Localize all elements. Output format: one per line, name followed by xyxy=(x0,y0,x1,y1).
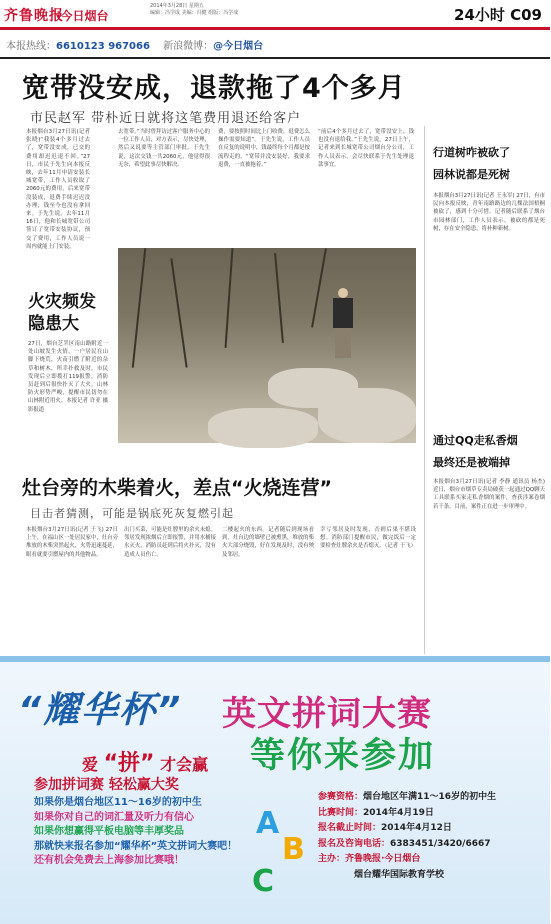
page-header xyxy=(0,0,550,30)
story2-col-2: 出门买菜，可能是灶膛里的余火未熄。邻居发现浓烟后立即报警，并用水桶接水灭火，消防员赶到后将火扑灭，没有造成人员伤亡。 xyxy=(124,527,216,558)
ad-info-row xyxy=(318,806,496,822)
ad-info-label: 比赛时间： xyxy=(318,807,364,818)
ad-info-value: 6383451/3420/6667 xyxy=(390,838,491,849)
ad-line-2: 如果你对自己的词汇量及听力有信心 xyxy=(34,811,194,823)
story2-col-1: 本报烟台3月27日讯(记者 于飞) 27日上午，在福山区一处居民家中，灶台旁堆放的木柴突然起火，火势迅速蔓延，眼看就要引燃屋内的其他物品。 xyxy=(26,527,118,558)
ad-love-slogan xyxy=(82,746,208,777)
sidebar-headline-3: 通过QQ走私香烟 xyxy=(433,434,518,447)
ad-info-row xyxy=(318,821,496,837)
ad-info-row xyxy=(318,868,496,884)
issue-designer: 美编：冯健 xyxy=(181,10,207,16)
hotline-prefix: 本报热线： xyxy=(6,41,56,52)
weibo-handle: @今日烟台 xyxy=(213,41,264,52)
fire-title-line-1: 火灾频发 xyxy=(28,292,96,312)
hotline-bar xyxy=(6,37,263,52)
ad-info-label: 报名截止时间： xyxy=(318,823,382,833)
story2-col-4: 幸亏邻居及时发现，否则后果不堪设想。消防部门提醒市民，做完饭后一定要检查灶膛余火是否熄灭。（记者 于飞） xyxy=(320,527,417,550)
ad-info-value: 烟台耀华国际教育学校 xyxy=(354,869,445,880)
ad-info-value: 烟台地区年满11～16岁的初中生 xyxy=(363,792,497,802)
ad-line-3: 如果你想赢得平板电脑等丰厚奖品 xyxy=(34,826,184,837)
ad-title-contest: 英文拼词大赛 xyxy=(222,694,432,734)
ad-info-row xyxy=(318,837,496,853)
header-rule xyxy=(0,27,550,30)
block-letter: A xyxy=(256,806,280,841)
sidebar-headline-2: 园林说都是死树 xyxy=(433,168,510,181)
story2-headline: 灶台旁的木柴着火，差点“火烧连营” xyxy=(22,477,332,499)
sidebar-story-2: 本报烟台3月27日讯(记者 李静 通讯员 杨杰) 近日，烟台市烟草专卖局破获一起通过QQ聊天工具联系买家走私香烟的案件，查获涉案卷烟若干条。目前，案件正在进一步审理中。 xyxy=(433,479,545,510)
ad-info-value: 齐鲁晚报·今日烟台 xyxy=(345,854,421,864)
ad-line-4: 那就快来报名参加“耀华杯”英文拼词大赛吧！ xyxy=(34,840,238,852)
ad-love-c: 才会赢 xyxy=(160,755,209,774)
contest-advertisement xyxy=(0,656,550,924)
issue-layout: 组版：冯学成 xyxy=(208,10,239,16)
main-story-col-1: 本报烟台3月27日讯(记者 张晓)“我装4个多月过去了，宽带没安成，已交的费用却迟迟退不回。”27日，市民于先生向本报反映，去年11月申请安装长城宽带，工作人员收取了2060元的费用，后来宽带没装成，退费手续迟迟没办理，钱至今也没有拿回来。于先生说，去年11月16日，他和长城宽带公司签订了宽带安装协议，预交了费用，工作人员说一周内就能上门安装。 xyxy=(26,129,90,250)
fire-caption: 27日，烟台芝罘区南山路附近一处山坡发生火情，一户居民在山脚下烧荒，火苗引燃了附近的杂草和树木，所幸扑救及时。市民发现后立即拨打119报警，消防员赶到后很快扑灭了大火。山林防火形势严峻，提醒市民切勿在山林附近用火。本报记者 许亚 摄影报道 xyxy=(28,341,108,413)
main-headline: 宽带没安成，退款拖了4个多月 xyxy=(22,73,406,104)
ad-prize-slogan: 参加拼词赛 轻松赢大奖 xyxy=(34,777,179,793)
issue-date: 2014年3月28日 xyxy=(150,3,188,9)
block-letter: C xyxy=(252,864,275,899)
main-story-col-3: 费，要按照时间比上门收费，退费怎么操作需要知道”。于先生说，工作人员在反复的说明中，钱最终每个月都是按流程走的，“宽带并没安装好，我要求退费，一直被拖着。” xyxy=(218,129,310,168)
ad-info-row xyxy=(318,852,496,868)
issue-weekday: 星期五 xyxy=(188,3,204,9)
abc-blocks-graphic xyxy=(248,806,318,916)
main-story-col-4: “前后4个多月过去了，宽带没安上，钱也没有退给我。”于先生说。27日上午，记者来到长城宽带公司烟台分公司，工作人员表示，会尽快联系于先生处理退款事宜。 xyxy=(318,129,414,168)
fire-photo-headline xyxy=(28,291,96,335)
person-figure xyxy=(330,288,356,358)
fire-title-line-2: 隐患大 xyxy=(28,314,79,334)
ad-info-row xyxy=(318,790,496,806)
ad-contest-info xyxy=(318,790,496,883)
section-logo: ·今日烟台 xyxy=(56,9,109,23)
sidebar-headline-4: 最终还是被端掉 xyxy=(433,456,510,469)
ad-info-label: 主办： xyxy=(318,854,346,864)
sidebar-headline-1: 行道树咋被砍了 xyxy=(433,146,510,159)
ad-line-5: 还有机会免费去上海参加比赛哦！ xyxy=(34,855,184,866)
main-subheadline: 市民赵军 带朴近日就将这笔费用退还给客户 xyxy=(30,111,302,126)
sidebar-story-1: 本报烟台3月27日讯(记者 王永军) 27日，有市民向本报反映，青年南路路边的几棵法国梧桐被砍了，感到十分可惜。记者随后联系了烟台市园林部门，工作人员表示，被砍的都是死树，存在安全隐患，将补种新树。 xyxy=(433,193,545,232)
issue-editor: 编辑：冯学成 xyxy=(150,10,181,16)
ad-invitation-list xyxy=(34,796,237,869)
ad-line-1: 如果你是烟台地区11～16岁的初中生 xyxy=(34,797,202,808)
hotline-numbers: 6610123 967066 xyxy=(56,41,150,52)
ad-top-bar xyxy=(0,656,550,662)
newspaper-logo: 齐鲁晚报 xyxy=(4,8,64,24)
ad-info-value: 2014年4月12日 xyxy=(381,823,452,833)
issue-meta xyxy=(150,3,260,17)
main-story-col-2: 去宽带。”当时曾拜访过客户服务中心的一位工作人员，对方表示，尽快处理，然后又说要等主管部门审批。于先生说，这次交钱一共2060元，他觉得很无奈，希望此事尽快解决。 xyxy=(118,129,210,168)
block-letter: B xyxy=(282,832,305,867)
ad-title-cup: “耀华杯” xyxy=(18,690,183,731)
fire-scene-photo xyxy=(118,248,416,443)
section-rule xyxy=(0,57,550,59)
weibo-prefix: 新浪微博： xyxy=(163,41,214,52)
ad-info-label: 报名及咨询电话： xyxy=(318,838,391,849)
ad-title-join: 等你来参加 xyxy=(250,736,436,776)
ad-info-value: 2014年4月19日 xyxy=(363,807,434,818)
edition-label: 24小时 C09 xyxy=(454,6,542,24)
story2-subheadline: 目击者猜测，可能是锅底死灰复燃引起 xyxy=(30,507,234,520)
story2-col-3: 二楼起火的东西。记者随后到现场看到，灶台边的墙壁已被熏黑，堆放的柴火大部分烧毁，好在发现及时，没有殃及邻居。 xyxy=(222,527,314,558)
sidebar-column xyxy=(424,126,551,654)
ad-info-label: 参赛资格： xyxy=(318,792,364,802)
ad-love-b: “拼” xyxy=(103,751,155,776)
ad-love-a: 爱 xyxy=(82,755,99,774)
